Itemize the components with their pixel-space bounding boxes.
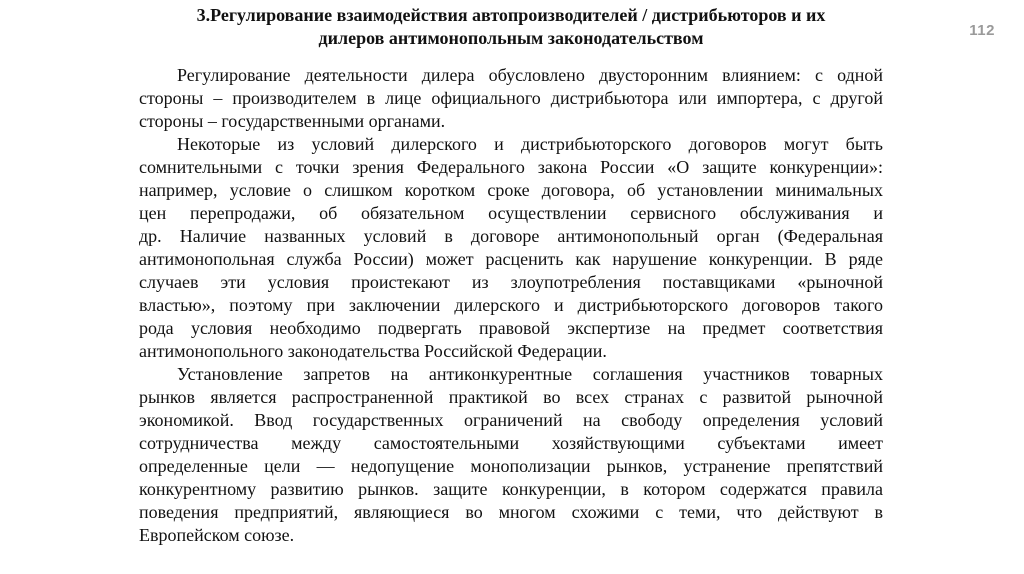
text-line: например, условие о слишком коротком сроке договора, об установлении минимальных	[139, 180, 883, 200]
title-line: дилеров антимонопольным законодательством	[318, 28, 704, 48]
text-line: стороны – производителем в лице официального дистрибьютора или импортера, с другой	[139, 88, 883, 108]
text-line: определенные цели — недопущение монополизации рынков, устранение препятствий	[139, 456, 883, 476]
text-line: сомнительными с точки зрения Федерального закона России «О защите конкуренции»:	[139, 157, 883, 177]
paragraph	[139, 363, 883, 547]
page-number: 112	[969, 22, 995, 39]
text-line: стороны – государственными органами.	[139, 111, 446, 131]
text-line: поведения предприятий, являющиеся во многом схожими с теми, что действуют в	[139, 502, 883, 522]
text-line: случаев эти условия проистекают из злоупотребления поставщиками «рыночной	[139, 272, 883, 292]
text-line: рынков является распространенной практикой во всех странах с развитой рыночной	[139, 387, 883, 407]
text-line: рода условия необходимо подвергать правовой экспертизе на предмет соответствия	[139, 318, 883, 338]
text-line: экономикой. Ввод государственных ограничений на свободу определения условий	[139, 410, 883, 430]
text-line: цен перепродажи, об обязательном осуществлении сервисного обслуживания и	[139, 203, 883, 223]
paragraph	[139, 64, 883, 133]
text-line: конкурентному развитию рынков. защите конкуренции, в котором содержатся правила	[139, 479, 883, 499]
text-line: антимонопольная служба России) может расценить как нарушение конкуренции. В ряде	[139, 249, 883, 269]
text-line: антимонопольного законодательства Российской Федерации.	[139, 341, 607, 361]
text-line: Некоторые из условий дилерского и дистрибьюторского договоров могут быть	[177, 134, 883, 154]
title-line: 3.Регулирование взаимодействия автопроизводителей / дистрибьюторов и их	[196, 5, 826, 25]
body-text	[139, 64, 883, 547]
slide-title	[139, 4, 883, 50]
text-line: др. Наличие названных условий в договоре антимонопольный орган (Федеральная	[139, 226, 883, 246]
text-line: Регулирование деятельности дилера обусловлено двусторонним влиянием: с одной	[177, 65, 883, 85]
paragraph	[139, 133, 883, 363]
text-line: Установление запретов на антиконкурентные соглашения участников товарных	[177, 364, 883, 384]
text-line: властью», поэтому при заключении дилерского и дистрибьюторского договоров такого	[139, 295, 883, 315]
text-line: сотрудничества между самостоятельными хозяйствующими субъектами имеет	[139, 433, 883, 453]
text-line: Европейском союзе.	[139, 525, 295, 545]
